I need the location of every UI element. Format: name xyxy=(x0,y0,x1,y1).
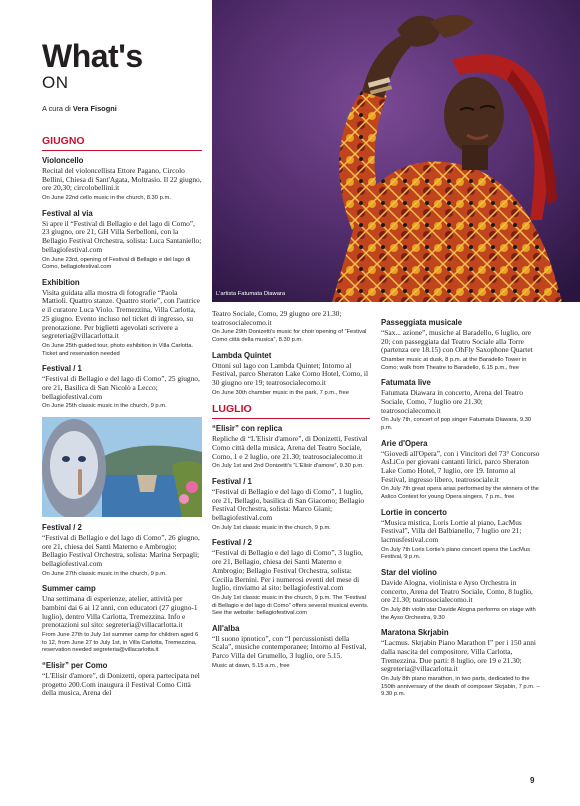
event-body: “Festival di Bellagio e del lago di Como”, 26 giugno, ore 21, chiesa dei Santi Materno e Ambrogio; Bellagio Festival Orchestra, solista: Marina Serpagli; bellagiofestival.com xyxy=(42,532,200,568)
month-heading-july: LUGLIO xyxy=(212,403,370,419)
event-body: Si apre il “Festival di Bellagio e del lago di Como”, 23 giugno, ore 21, GH Villa Serbelloni, con la Bellagio Festival Orchestra, solista: Luca Santaniello; bellagiofestival.com xyxy=(42,218,202,254)
event-item xyxy=(212,624,370,671)
column-2 xyxy=(212,310,370,676)
column-1 xyxy=(42,40,202,704)
event-english: On June 29th Donizetti's music for choir opening of “Festival Como città della musica”, 8.30 p.m. xyxy=(212,329,367,343)
event-continuation xyxy=(212,310,370,345)
event-title: Lambda Quintet xyxy=(212,350,272,360)
event-item xyxy=(212,477,370,532)
event-title: Festival / 2 xyxy=(42,522,82,532)
event-title: Festival / 2 xyxy=(212,538,252,548)
event-body: “Lacmus. Skrjabin Piano Marathon I” per i 150 anni dalla nascita del compositore, Villa Carlotta, Tremezzina. Due parti: 8 luglio, ore 19 e 21.30; segreteria@villacarlotta.it xyxy=(381,638,536,674)
hero-caption: L'artista Fatumata Diawara xyxy=(216,291,286,297)
event-english: On July 8th piano marathon, in two parts, dedicated to the 150th anniversary of the death of composer Skrjabin, 7 p.m. – 9.30 p.m. xyxy=(381,676,540,698)
event-item xyxy=(381,568,541,622)
event-item xyxy=(381,439,541,502)
event-item xyxy=(381,508,541,562)
event-title: Star del violino xyxy=(381,567,437,577)
event-item xyxy=(42,209,202,272)
event-body: “Festival di Bellagio e del lago di Como”, 1 luglio, ore 21, Bellagio, basilica di San Giacomo; Bellagio Festival Orchestra, solista: Marco Giani; bellagiofestival.com xyxy=(212,487,365,523)
event-title: Violoncello xyxy=(42,156,84,165)
event-body: “L'Elisir d'amore”, di Donizetti, opera partecipata nel progetto 200.Com inaugura il Festival Como Città della musica, Arena del xyxy=(42,670,200,698)
portrait-illustration xyxy=(212,0,580,302)
event-body: “Giovedì all'Opera”, con i Vincitori del 73° Concorso AsLiCo per giovani cantanti lirici, parco Sheraton Lake Como Hotel, 7 luglio, ore 19. Intorno al Festival, ingresso libero, teatrosociale.it xyxy=(381,448,540,484)
page-number: 9 xyxy=(530,776,535,785)
event-body: “Festival di Bellagio e del lago di Como”, 25 giugno, ore 21, Basilica di San Nicolò a Lecco; bellagiofestival.com xyxy=(42,374,200,401)
event-body: “Sax... azione”, musiche al Baradello, 6 luglio, ore 20; con passeggiata dal Teatro Sociale alla Torre (partenza ore 18.15) con OhFly Saxophone Quartet xyxy=(381,328,533,355)
event-english: On June 23rd, opening of Festival di Bellagio e del lago di Como, bellagiofestival.com xyxy=(42,256,191,271)
event-item xyxy=(42,661,202,698)
event-body: Recital del violoncellista Ettore Pagano, Circolo Bellini, Chiesa di Sant'Agata, Moltrasio. Il 22 giugno, ore 20,30; circolobellini.it xyxy=(42,166,202,193)
event-body: “Festival di Bellagio e del lago di Como”, 3 luglio, ore 21, Bellagio, chiesa dei Santi Materno e Ambrogio; Bellagio Festival Orchestra, solista: Cecilia Bernini. Per i numerosi eventi del mese di luglio, rinviamo al sito: bellagiofestival.com xyxy=(212,548,363,593)
event-english: On June 30th chamber music in the park, 7 p.m., free xyxy=(212,389,349,396)
event-item xyxy=(212,424,370,471)
hero-photo xyxy=(212,0,580,302)
event-body: Ottoni sul lago con Lambda Quintet; Intorno al Festival, parco Sheraton Lake Como Hotel, Como, il 30 giugno ore 19; teatrosocialecomo.it xyxy=(212,360,368,387)
event-title: Maratona Skrjabin xyxy=(381,628,449,638)
event-item xyxy=(42,156,202,203)
event-english: On July 7th great opera arias performed by the winners of the Aslico Contest for young Opera singers, 7 p.m., free xyxy=(381,486,539,500)
event-body: Teatro Sociale, Como, 29 giugno ore 21.30; teatrosocialecomo.it xyxy=(212,309,342,327)
event-english: On July 7th Loris Lortie's piano concert opens the LacMus Festival, 9 p.m. xyxy=(381,546,531,561)
event-title: Fatumata live xyxy=(381,378,431,388)
event-english: Music at dawn, 5.15 a.m., free xyxy=(212,662,290,669)
month-heading-june: GIUGNO xyxy=(42,135,202,151)
event-english: On July 7th, concert of pop singer Fatumata Diawara, 9.30 p.m. xyxy=(381,417,532,431)
event-item xyxy=(42,523,202,578)
byline-author: Vera Fisogni xyxy=(72,104,117,113)
event-english: On July 8th violin star Davide Alogna performs on stage with the Ayso Orchestra, 9.30 xyxy=(381,607,536,621)
event-title: Lortie in concerto xyxy=(381,507,447,517)
event-english: On July 1st classic music in the church, 9 p.m. xyxy=(212,524,331,531)
event-english: Chamber music at dusk, 8 p.m. at the Baradello Tower in Como; walk from Theatre to Baradello, 6.15 p.m., free xyxy=(381,357,527,371)
event-title: Summer camp xyxy=(42,584,96,594)
event-title: Passeggiata musicale xyxy=(381,318,463,327)
event-body: Visita guidata alla mostra di fotografie “Paola Mattioli. Quattro stanze. Quattro storie”, con l'autrice e il curatore Luca Violo. Tremezzina, Villa Carlotta, 25 giugno. Evento incluso nel ticket di ingresso, su prenotazione. Per biglietti agevolati scrivere a segreteria@villacarlotta.it xyxy=(42,287,200,341)
event-item xyxy=(42,584,202,655)
event-english: On June 25th classic music in the church, 9 p.m. xyxy=(42,403,167,410)
event-title: Arie d'Opera xyxy=(381,438,428,448)
event-item xyxy=(381,378,541,432)
event-body: Fatumata Diawara in concerto, Arena del Teatro Sociale, Como, 7 luglio ore 21.30; teatrosocialecomo.it xyxy=(381,388,523,415)
event-english: On June 22nd cello music in the church, 8.30 p.m. xyxy=(42,195,171,202)
event-title: All'alba xyxy=(212,623,240,633)
event-title: Festival al via xyxy=(42,208,93,218)
event-item xyxy=(381,628,541,699)
lake-mask-illustration xyxy=(42,417,202,517)
lake-photo xyxy=(42,417,202,517)
event-item xyxy=(212,538,370,617)
event-english: On June 27th classic music in the church, 9 p.m. xyxy=(42,570,167,577)
event-title: “Elisir” con replica xyxy=(212,424,283,434)
event-body: “Musica mistica, Loris Lortie al piano, LacMus Festival”, Villa del Balbianello, 7 luglio ore 21; lacmusfestival.com xyxy=(381,517,522,544)
page-subtitle: ON xyxy=(42,73,69,92)
event-title: Festival / 1 xyxy=(212,477,252,486)
event-body: Repliche di “L'Elisir d'amore”, di Donizetti, Festival Como città della musica, Arena del Teatro Sociale, Como, 1 e 2 luglio, ore 21.30; teatrosocialecomo.it xyxy=(212,434,368,461)
event-english: On July 1st and 2nd Donizetti's “L'Elisir d'amore”, 9.30 p.m. xyxy=(212,463,364,470)
event-body: Una settimana di esperienze, atelier, attività per bambini dai 6 ai 12 anni, con educatori (27 giugno-1 luglio), dentro Villa Carlotta, Tremezzina. Info e prenotazioni sul sito: segreteria@villacarlotta.it xyxy=(42,594,198,630)
event-item xyxy=(212,351,370,398)
column-3 xyxy=(381,318,541,705)
event-body: Davide Alogna, violinista e Ayso Orchestra in concerto, Arena del Teatro Sociale, Como, 8 luglio, ore 21.30; teatrosocialecomo.it xyxy=(381,577,533,605)
event-body: “Il suono ipnotico”, con “I percussionisti della Scala”, musiche contemporanee; Intorno al Festival, Parco Villa del Grumello, 3 luglio, ore 5.15. xyxy=(212,633,367,661)
event-english: From June 27th to July 1st summer camp for children aged 6 to 12, from June 27 to July 1st, in Villa Carlotta, Tremezzina, reservation needed segreteria@villacarlotta.it xyxy=(42,632,199,654)
event-english: On June 25th guided tour, photo exhibition in Villa Carlotta. Ticket and reservation needed xyxy=(42,342,194,357)
event-item xyxy=(42,278,202,358)
byline-prefix: A cura di xyxy=(42,104,71,113)
event-english: On July 1st classic music in the church, 9 p.m. The “Festival di Bellagio e del lago di Como” offers several musical events. See the website: bellagiofestival.com xyxy=(212,594,369,617)
event-title: “Elisir” per Como xyxy=(42,660,108,670)
event-item xyxy=(42,364,202,411)
event-title: Exhibition xyxy=(42,277,80,287)
event-title: Festival / 1 xyxy=(42,364,82,374)
byline xyxy=(42,104,202,113)
page-title: What's xyxy=(42,38,143,74)
event-item xyxy=(381,318,541,372)
